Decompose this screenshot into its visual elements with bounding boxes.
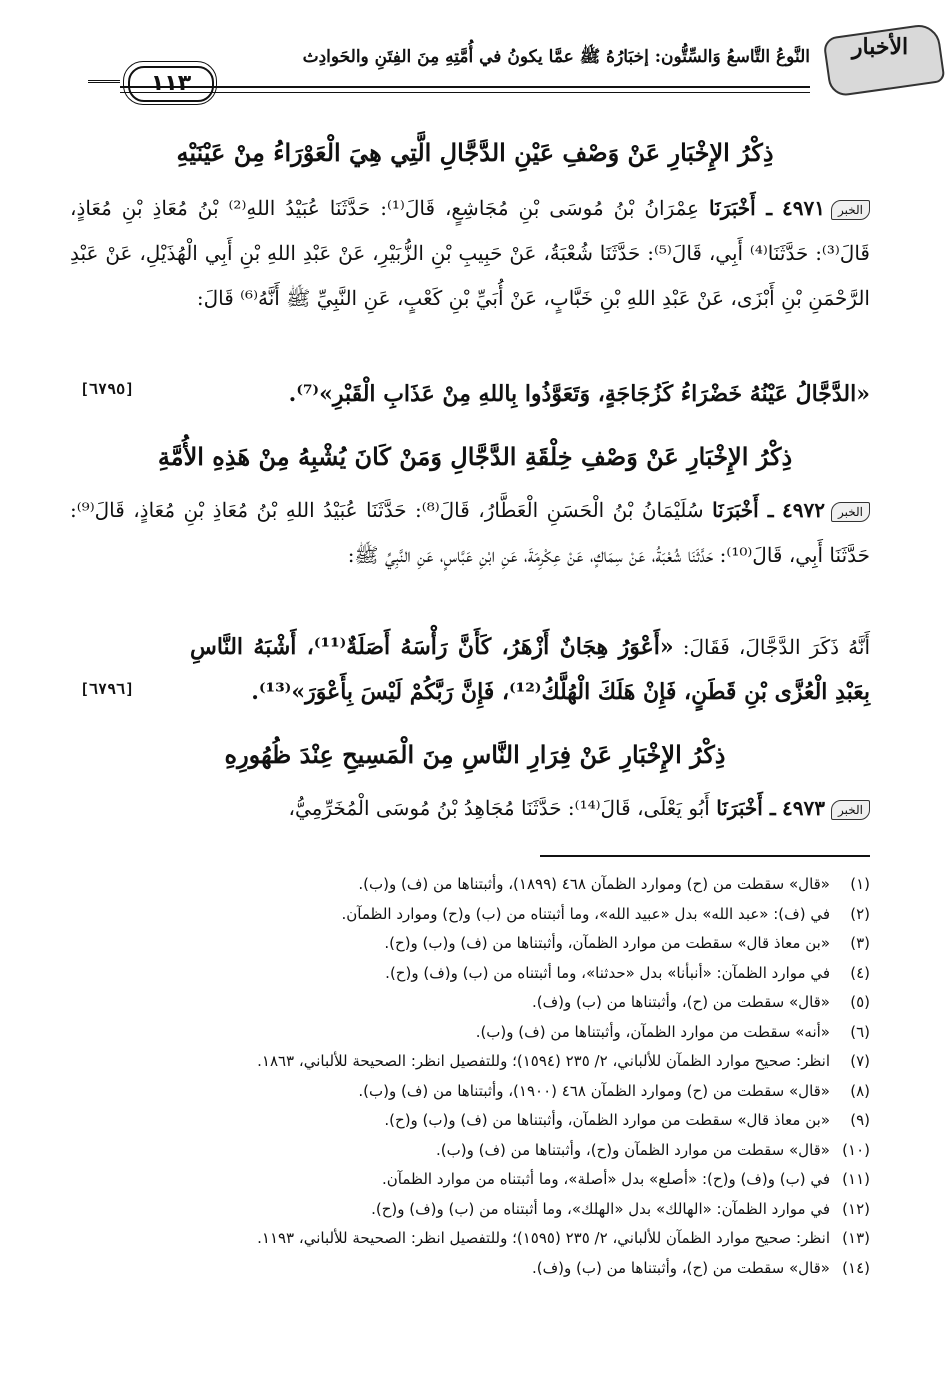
footnote: (١٤)«قال» سقطت من (ح)، وأثبتناها من (ب) و(ف). — [531, 1258, 870, 1277]
akhbarana: ـ أَخْبَرَنَا — [712, 498, 774, 522]
hadith-tag-icon: الخبر — [831, 200, 870, 220]
footnotes-list — [70, 870, 870, 1283]
section-heading-1: ذِكْرُ الإِخْبَارِ عَنْ وَصْفِ عَيْنِ الدَّجَّالِ الَّتِي هِيَ الْعَوْرَاءُ مِنْ عَيْنَيْهِ — [176, 138, 774, 167]
footnote: (١)«قال» سقطت من (ح) وموارد الظمآن ٤٦٨ (١٨٩٩)، وأثبتناها من (ف) و(ب). — [358, 875, 870, 893]
hadith-reference-4972: [٦٧٩٦] — [80, 680, 135, 698]
section-badge-label: الأخبار — [851, 34, 909, 60]
hadith-4972 — [70, 488, 870, 578]
footnote: (٧)انظر: صحيح موارد الظمآن للألباني، ٢/ ٢٣٥ (١٥٩٤)؛ وللتفصيل انظر: الصحيحة للألباني، ١٨٦٣. — [257, 1052, 870, 1070]
page-number: ١١٣ — [128, 66, 214, 102]
footnote-separator — [540, 855, 870, 857]
hadith-tag-icon: الخبر — [831, 800, 870, 820]
footnote: (١٢)في موارد الظمآن: «الهالك» بدل «الهلك»، وما أثبتناه من (ب) و(ف) و(ح). — [371, 1199, 870, 1218]
isnad-text: سُلَيْمَانُ بْنُ الْحَسَنِ الْعَطَّارُ، قَالَ⁽⁸⁾: حَدَّثَنَا عُبَيْدُ اللهِ بْنُ مُعَاذِ بْنِ مُعَاذٍ، قَالَ⁽⁹⁾: حَدَّثَنَا أَبِي، قَالَ⁽¹⁰⁾: حَدَّثَنَا شُعْبَةُ، عَنْ سِمَاكٍ، عَنْ عِكْرِمَةَ، عَنِ ابْنِ عَبَّاسٍ، عَنِ النَّبِيِّ ﷺ: — [70, 498, 870, 567]
footnote: (١٣)انظر: صحيح موارد الظمآن للألباني، ٢/ ٢٣٥ (١٥٩٥)؛ وللتفصيل انظر: الصحيحة للألباني، ١١٩٣. — [257, 1229, 870, 1247]
hadith-tag-icon: الخبر — [831, 502, 870, 522]
matn-text: «أَعْوَرُ هِجَانٌ أَزْهَرُ، كَأَنَّ رَأْسَهُ أَصَلَةٌ⁽¹¹⁾، أَشْبَهُ النَّاسِ بِعَبْدِ الْعُزَّى بْنِ قَطَنٍ، فَإِنْ هَلَكَ الْهُلَّكُ⁽¹²⁾، فَإِنَّ رَبَّكُمْ لَيْسَ بِأَعْوَرَ»⁽¹³⁾. — [190, 634, 870, 705]
section-heading-2: ذِكْرُ الإِخْبَارِ عَنْ وَصْفِ خِلْقَةِ الدَّجَّالِ وَمَنْ كَانَ يُشْبِهُ مِنْ هَذِهِ الأُمَّةِ — [157, 442, 793, 471]
footnote: (٥)«قال» سقطت من (ح)، وأثبتناها من (ب) و(ف). — [531, 993, 870, 1011]
hadith-number: ٤٩٧٢ — [782, 498, 826, 522]
footnote: (٨)«قال» سقطت من (ح) وموارد الظمآن ٤٦٨ (١٩٠٠)، وأثبتناها من (ف) و(ب). — [358, 1081, 870, 1100]
akhbarana: ـ أَخْبَرَنَا — [709, 196, 773, 220]
footnote: (٩)«بن معاذ قال» سقطت من موارد الظمآن، وأثبتناها من (ف) و(ب) و(ح). — [384, 1111, 870, 1129]
header-ornament-line — [88, 80, 120, 83]
akhbarana: ـ أَخْبَرَنَا — [716, 796, 776, 820]
footnote: (١١)في (ب) و(ف) و(ح): «أصلع» بدل «أصلة»، وما أثبتناه من موارد الظمآن. — [382, 1170, 870, 1188]
footnote: (١٠)«قال» سقطت من موارد الظمآن و(ح)، وأثبتناها من (ف) و(ب). — [436, 1140, 870, 1159]
footnote: (٢)في (ف): «عبد الله» بدل «عبيد الله»، وما أثبتناه من (ب) و(ح) وموارد الظمآن. — [341, 904, 870, 923]
footnote: (٤)في موارد الظمآن: «أنبأنا» بدل «حدثنا»، وما أثبتناه من (ب) و(ف) و(ح). — [385, 963, 870, 982]
isnad-text: عِمْرَانُ بْنُ مُوسَى بْنِ مُجَاشِعٍ، قَالَ⁽¹⁾: حَدَّثَنَا عُبَيْدُ اللهِ⁽²⁾ بْنُ مُعَاذِ بْنِ مُعَاذٍ، قَالَ⁽³⁾: حَدَّثَنَا⁽⁴⁾ أَبِي، قَالَ⁽⁵⁾: حَدَّثَنَا شُعْبَةُ، عَنْ حَبِيبِ بْنِ الزُّبَيْرِ، عَنْ عَبْدِ اللهِ بْنِ أَبِي الْهُذَيْلِ، عَنْ عَبْدِ الرَّحْمَنِ بْنِ أَبْزَى، عَنْ عَبْدِ اللهِ بْنِ خَبَّابٍ، عَنْ أُبَيِّ بْنِ كَعْبٍ، عَنِ النَّبِيِّ ﷺ أَنَّهُ⁽⁶⁾ قَالَ: — [70, 196, 870, 310]
footnote: (٦)«أنه» سقطت من موارد الظمآن، وأثبتناها من (ف) و(ب). — [475, 1022, 870, 1041]
hadith-number: ٤٩٧١ — [782, 196, 826, 220]
isnad-text: أَبُو يَعْلَى، قَالَ⁽¹⁴⁾: حَدَّثَنَا مُجَاهِدُ بْنُ مُوسَى الْمُخَرِّمِيُّ، — [288, 796, 710, 820]
hadith-reference-4971: [٦٧٩٥] — [80, 380, 135, 398]
hadith-4973 — [70, 786, 870, 831]
hadith-4971 — [70, 186, 870, 321]
header-rule-thin — [120, 92, 810, 93]
matn-4972 — [190, 625, 870, 715]
section-heading-3: ذِكْرُ الإِخْبَارِ عَنْ فِرَارِ النَّاسِ مِنَ الْمَسِيحِ عِنْدَ ظُهُورِهِ — [224, 740, 726, 769]
matn-intro: أَنَّهُ ذَكَرَ الدَّجَّالَ، فَقَالَ: — [682, 635, 871, 659]
header-rule — [120, 86, 810, 88]
matn-4971: «الدَّجَّالُ عَيْنُهُ خَضْرَاءُ كَزُجَاجَةٍ، وَتَعَوَّذُوا بِاللهِ مِنْ عَذَابِ الْقَبْرِ»⁽⁷⁾. — [288, 381, 870, 407]
footnote: (٣)«بن معاذ قال» سقطت من موارد الظمآن، وأثبتناها من (ف) و(ب) و(ح). — [384, 934, 870, 952]
running-header-title: النَّوعُ التَّاسعُ وَالسِّتُّون: إخبَارُهُ ﷺ عمَّا يكونُ في أُمَّتِهِ مِنَ الفِتَنِ والحَوادِث — [302, 47, 810, 67]
hadith-number: ٤٩٧٣ — [782, 796, 826, 820]
